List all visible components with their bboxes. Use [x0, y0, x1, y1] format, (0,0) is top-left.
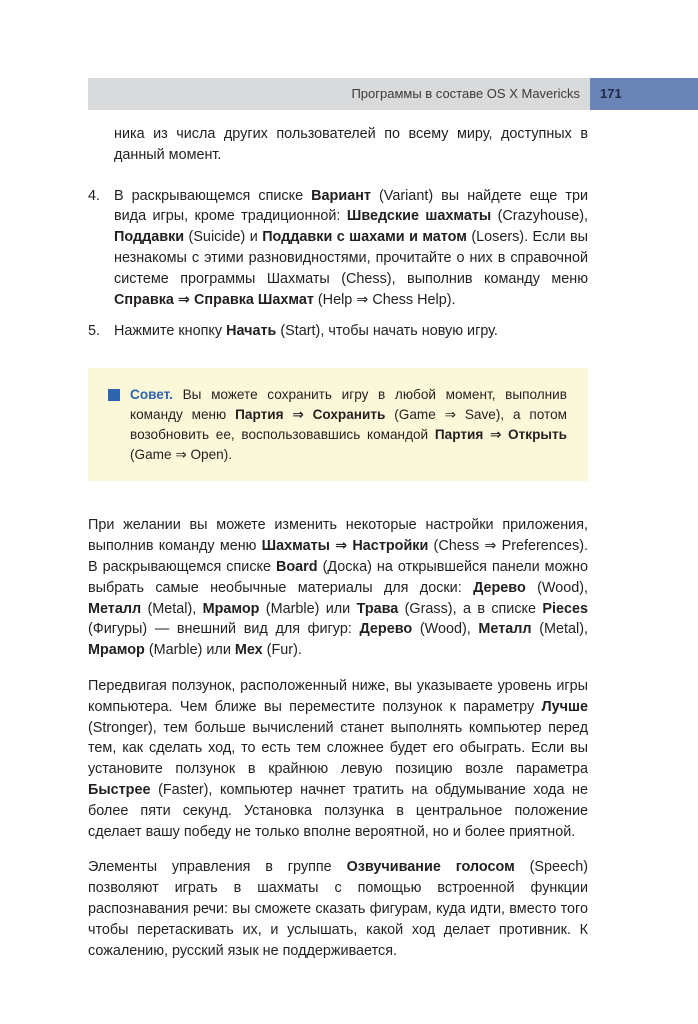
bold-term: Партия ⇒ Открыть — [434, 426, 567, 442]
text-run: (Chess ⇒ Preferences). В раскрывающемся списке — [88, 538, 588, 575]
paragraph-settings — [88, 515, 588, 661]
page-number-box — [590, 78, 698, 110]
text-run: (Crazyhouse), — [491, 208, 588, 225]
list-item-text — [114, 186, 588, 311]
text-run: (Marble) или — [259, 600, 357, 617]
text-run: (Grass), а в списке — [398, 600, 543, 617]
text-run: В раскрывающемся списке — [114, 187, 312, 204]
bold-term: Мрамор — [88, 642, 145, 659]
page-body — [88, 124, 588, 961]
text-run: (Faster), компьютер начнет тратить на обдумывание хода не более пяти секунд. Установка ползунка в центральное положение сделает вашу победу не только вполне вероятной, но и более приятной. — [88, 781, 588, 840]
tip-text — [130, 385, 567, 464]
tip-marker-icon — [108, 389, 120, 401]
text-run: (Fur). — [262, 642, 302, 659]
page-number: 171 — [600, 86, 622, 101]
text-run: (Help ⇒ Chess Help). — [313, 291, 456, 308]
bold-term: Поддавки — [114, 229, 185, 246]
running-header — [88, 78, 698, 110]
bold-term: Быстрее — [88, 781, 151, 798]
list-item-5 — [88, 321, 588, 342]
text-run: (Variant) вы найдете еще три вида игры, кроме традиционной: — [114, 187, 588, 225]
text-run: (Marble) или — [144, 642, 235, 659]
bold-term: Партия ⇒ Сохранить — [235, 406, 386, 422]
bold-term: Справка ⇒ Справка Шахмат — [114, 291, 314, 308]
text-run: (Доска) на открывшейся панели можно выбрать самые необычные материалы для доски: — [88, 558, 588, 596]
bold-term: Шахматы ⇒ Настройки — [261, 538, 429, 555]
bold-term: Дерево — [473, 579, 526, 596]
bold-term: Board — [275, 558, 318, 575]
bold-term: Pieces — [542, 600, 588, 617]
text-run: Вы можете сохранить игру в любой момент, выполнив команду меню — [130, 387, 567, 422]
text-run: (Speech) позволяют играть в шахматы с помощью встроенной функции распознавания речи: вы сможете сказать фигурам, куда идти, вместо того чтобы перетаскивать их, и услышать, какой ход делает противник. К сожалению, русский язык не поддерживается. — [88, 859, 589, 959]
text-run: При желании вы можете изменить некоторые настройки приложения, выполнив команду меню — [88, 517, 588, 555]
bold-term: Вариант — [311, 187, 371, 204]
list-item-4 — [88, 186, 588, 311]
text-run: (Фигуры) — внешний вид для фигур: — [88, 621, 360, 638]
text-run: Элементы управления в группе — [88, 859, 347, 876]
bold-term: Мрамор — [202, 600, 260, 617]
paragraph-level-slider — [88, 676, 588, 842]
tip-label: Совет. — [130, 387, 173, 403]
bold-term: Дерево — [359, 621, 413, 638]
list-item-text — [114, 321, 588, 342]
text-run: (Metal), — [531, 621, 588, 638]
paragraph-speech — [88, 857, 588, 961]
bold-term: Металл — [88, 600, 142, 617]
text-run: (Metal), — [141, 600, 203, 617]
bold-term: Озвучивание голосом — [346, 859, 515, 876]
text-run: Нажмите кнопку — [114, 323, 227, 340]
list-number: 5. — [88, 323, 101, 340]
bold-term: Металл — [478, 621, 532, 638]
bold-term: Начать — [226, 323, 277, 340]
text-run: (Game ⇒ Open). — [130, 446, 233, 462]
bold-term: Поддавки с шахами и матом — [262, 229, 467, 246]
text-run: (Start), чтобы начать новую игру. — [276, 323, 498, 340]
bold-term: Шведские шахматы — [346, 208, 492, 225]
bold-term: Трава — [356, 600, 399, 617]
tip-box — [88, 368, 588, 481]
text-run: (Stronger), тем больше вычислений станет выполнять компьютер перед тем, как сделать ход, то есть тем сложнее будет его обыграть. Если вы установите ползунок в крайнюю левую позицию возле параметра — [88, 719, 588, 778]
text-run: (Wood), — [525, 579, 588, 596]
bold-term: Мех — [234, 642, 263, 659]
bold-term: Лучше — [541, 698, 588, 715]
text-run: (Game ⇒ Save), а потом возобновить ее, воспользовавшись командой — [130, 406, 567, 442]
continued-paragraph: ника из числа других пользователей по всему миру, доступных в данный момент. — [114, 126, 588, 163]
text-run: Передвигая ползунок, расположенный ниже, вы указываете уровень игры компьютера. Чем ближе вы переместите ползунок к параметру — [88, 677, 588, 715]
text-run: (Wood), — [412, 621, 479, 638]
text-run: (Suicide) и — [184, 229, 263, 246]
running-header-title: Программы в составе OS X Mavericks — [351, 86, 580, 101]
list-number: 4. — [88, 187, 101, 204]
text-run: (Losers). Если вы незнакомы с этими разновидностями, прочитайте о них в справочной системе программы Шахматы (Chess), выполнив команду меню — [114, 229, 588, 287]
